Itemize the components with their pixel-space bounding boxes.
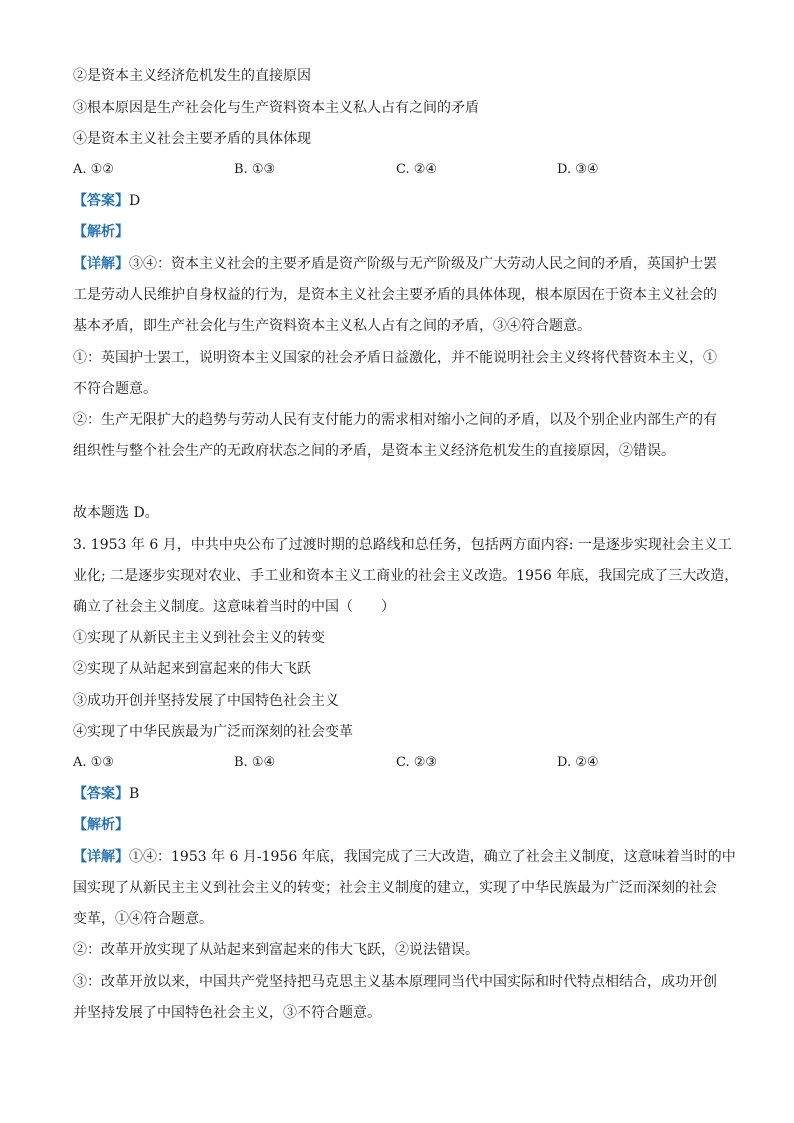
q2-detail-line-6: ②：生产无限扩大的趋势与劳动人民有支付能力的需求相对缩小之间的矛盾，以及个别企业内部生产的有 [73,412,717,428]
q3-statement-1: ①实现了从新民主主义到社会主义的转变 [73,630,325,646]
q3-detail-line-6: 并坚持发展了中国特色社会主义，③不符合题意。 [73,1005,381,1021]
q3-option-d: D. ②④ [557,755,599,770]
q2-option-a: A. ①② [73,162,114,177]
q2-answer-label: 【答案】 [73,193,129,209]
q2-detail-line-7: 组织性与整个社会生产的无政府状态之间的矛盾，是资本主义经济危机发生的直接原因，②错误。 [73,443,675,459]
q3-statement-2: ②实现了从站起来到富起来的伟大飞跃 [73,661,311,677]
q2-option-d: D. ③④ [557,162,599,177]
q3-option-c: C. ②③ [396,755,438,770]
q2-detail-text-1: ③④：资本主义社会的主要矛盾是资产阶级与无产阶级及广大劳动人民之间的矛盾，英国护士罢 [129,256,717,272]
q2-answer-line [73,191,140,211]
q3-detail-line-4: ②：改革开放实现了从站起来到富起来的伟大飞跃，②说法错误。 [73,942,479,958]
q2-statement-4: ④是资本主义社会主要矛盾的具体体现 [73,131,311,147]
q2-detail-line-3: 基本矛盾，即生产社会化与生产资料资本主义私人占有之间的矛盾，③④符合题意。 [73,318,591,334]
q3-detail-line-2: 国实现了从新民主主义到社会主义的转变；社会主义制度的建立，实现了中华民族最为广泛而深刻的社会 [73,880,717,896]
q2-conclusion: 故本题选 D。 [73,505,159,521]
q3-detail-label: 【详解】 [73,849,129,865]
q3-answer-value: B [129,786,140,802]
q3-answer-label: 【答案】 [73,786,129,802]
q3-detail-line-5: ③：改革开放以来，中国共产党坚持把马克思主义基本原理同当代中国实际和时代特点相结合，成功开创 [73,974,717,990]
q2-answer-value: D [129,193,141,209]
q2-detail-line-4: ①：英国护士罢工，说明资本主义国家的社会矛盾日益激化，并不能说明社会主义终将代替资本主义，① [73,350,717,366]
q3-stem-line-2: 业化; 二是逐步实现对农业、手工业和资本主义工商业的社会主义改造。1956 年底，我国完成了三大改造， [73,568,739,584]
q3-stem-line-3: 确立了社会主义制度。这意味着当时的中国（ ） [73,599,395,615]
q3-statement-3: ③成功开创并坚持发展了中国特色社会主义 [73,693,339,709]
q3-detail-text-1: ①④：1953 年 6 月-1956 年底，我国完成了三大改造，确立了社会主义制度，这意味着当时的中 [129,849,736,865]
q3-stem-line-1: 3. 1953 年 6 月，中共中央公布了过渡时期的总路线和总任务，包括两方面内容: 一是逐步实现社会主义工 [73,537,732,553]
q2-option-c: C. ②④ [396,162,438,177]
q3-detail-line-1 [73,847,736,867]
q3-detail-line-3: 变革，①④符合题意。 [73,911,213,927]
q2-detail-label: 【详解】 [73,256,129,272]
q2-statement-3: ③根本原因是生产社会化与生产资料资本主义私人占有之间的矛盾 [73,100,479,116]
q3-statement-4: ④实现了中华民族最为广泛而深刻的社会变革 [73,724,353,740]
q3-option-b: B. ①④ [234,755,276,770]
q3-analysis-label: 【解析】 [73,817,129,833]
q3-option-a: A. ①③ [73,755,114,770]
q2-analysis-label: 【解析】 [73,224,129,240]
q2-statement-2: ②是资本主义经济危机发生的直接原因 [73,68,311,84]
q2-option-b: B. ①③ [234,162,276,177]
q2-detail-line-2: 工是劳动人民维护自身权益的行为，是资本主义社会主要矛盾的具体体现，根本原因在于资本主义社会的 [73,287,717,303]
q2-detail-line-5: 不符合题意。 [73,381,157,397]
q3-answer-line [73,784,139,804]
q2-detail-line-1 [73,254,717,274]
